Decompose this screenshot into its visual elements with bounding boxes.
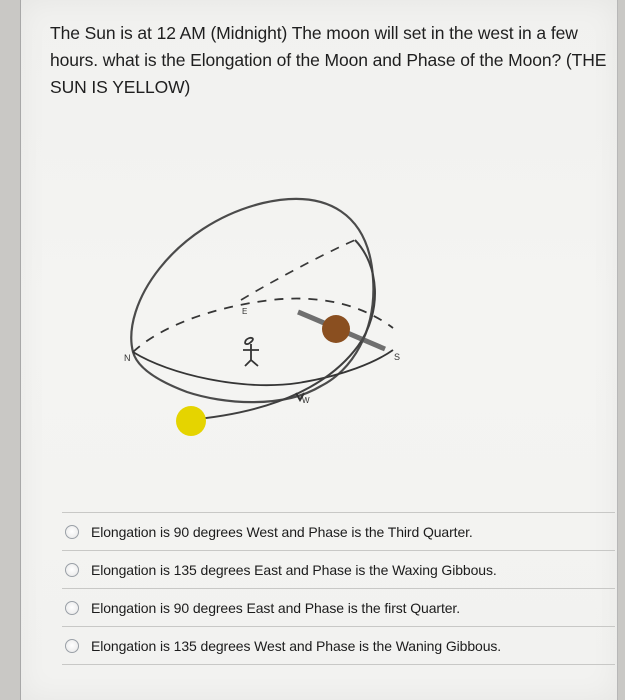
quiz-page: [20, 0, 618, 700]
sphere-outline: [131, 199, 373, 402]
label-east: E: [242, 307, 248, 316]
stick-figure: [243, 338, 259, 366]
answer-option-3[interactable]: [62, 589, 615, 627]
radio-button[interactable]: [65, 563, 79, 577]
answer-label: Elongation is 90 degrees East and Phase is the first Quarter.: [91, 599, 461, 616]
moon: [322, 315, 350, 343]
answer-option-1[interactable]: [62, 513, 615, 551]
horizon-back: [133, 299, 393, 352]
celestial-sphere-diagram: [93, 190, 433, 460]
answer-options: [62, 512, 615, 665]
label-south: S: [394, 352, 401, 362]
answer-option-2[interactable]: [62, 551, 615, 589]
radio-button[interactable]: [65, 639, 79, 653]
answer-label: Elongation is 135 degrees West and Phase is the Waning Gibbous.: [91, 637, 502, 654]
answer-option-4[interactable]: [62, 627, 615, 665]
question-text: The Sun is at 12 AM (Midnight) The moon will set in the west in a few hours. what is the Elongation of the Moon and Phase of the Moon? (THE SUN IS YELLOW): [50, 23, 607, 97]
label-north: N: [124, 353, 131, 363]
answer-label: Elongation is 90 degrees West and Phase is the Third Quarter.: [91, 523, 473, 540]
meridian-back: [241, 240, 355, 300]
label-west: W: [302, 396, 310, 405]
radio-button[interactable]: [65, 601, 79, 615]
sun: [176, 406, 206, 436]
answer-label: Elongation is 135 degrees East and Phase is the Waxing Gibbous.: [91, 561, 497, 578]
radio-button[interactable]: [65, 525, 79, 539]
